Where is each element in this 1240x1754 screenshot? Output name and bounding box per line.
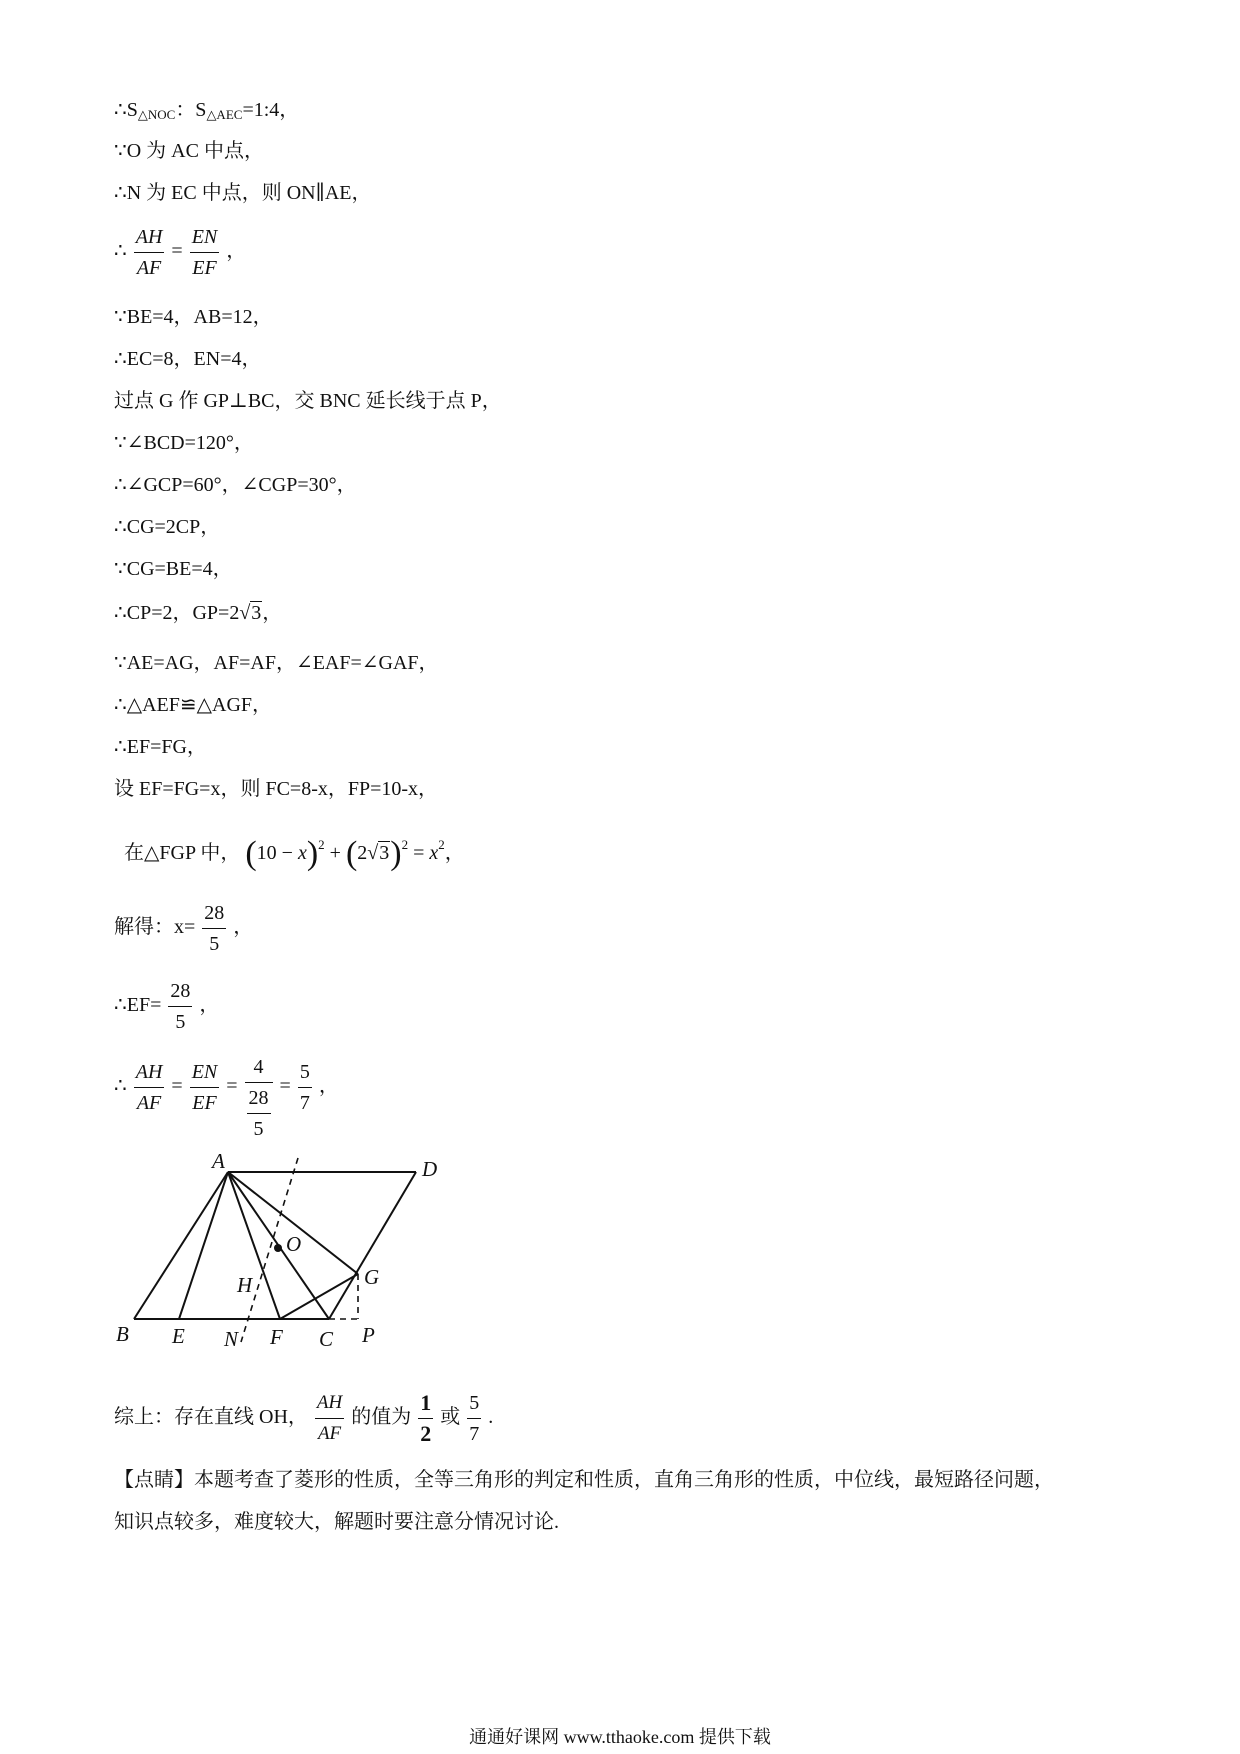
line-angle-bcd: ∵∠BCD=120°， bbox=[114, 432, 254, 454]
segment-ag bbox=[228, 1172, 358, 1274]
line-pythagoras: 在△FGP 中， $(10 - x)^2 + (2√3)^2 = x^2$， bbox=[124, 835, 465, 872]
line-ratio-result: ∴ $\frac{AH}{AF}$ = $\frac{EN}{EF}$ = $\frac{4}{\frac{28}{5}}$ = $\frac{5}{7}$ ， bbox=[114, 1052, 339, 1144]
label-n: N bbox=[224, 1327, 239, 1351]
line-cp-gp: ∴CP=2，GP=2√3， bbox=[114, 602, 283, 624]
segment-cd bbox=[329, 1172, 416, 1319]
line-construct-gp: 过点 G 作 GP⊥BC，交 BNC 延长线于点 P， bbox=[114, 390, 502, 412]
label-g: G bbox=[364, 1265, 380, 1289]
line-set-x: 设 EF=FG=x，则 FC=8-x，FP=10-x， bbox=[114, 778, 439, 800]
point-o bbox=[274, 1244, 282, 1252]
label-h: H bbox=[237, 1273, 253, 1297]
page-footer: 通通好课网 www.tthaoke.com 提供下载 bbox=[469, 1727, 771, 1747]
segment-af bbox=[228, 1172, 280, 1319]
line-ef-fg: ∴EF=FG， bbox=[114, 736, 207, 758]
label-a: A bbox=[212, 1150, 225, 1173]
line-be-ab: ∵BE=4，AB=12， bbox=[114, 306, 273, 328]
segment-ae bbox=[179, 1172, 228, 1319]
line-ae-ag: ∵AE=AG，AF=AF，∠EAF=∠GAF， bbox=[114, 652, 439, 674]
line-ef-value: ∴EF= $\frac{28}{5}$ ， bbox=[114, 976, 219, 1037]
line-n-midpoint: ∴N 为 EC 中点，则 ON∥AE， bbox=[114, 182, 372, 204]
geometry-figure bbox=[100, 1150, 460, 1370]
line-o-midpoint: ∵O 为 AC 中点， bbox=[114, 140, 264, 162]
label-f: F bbox=[270, 1325, 283, 1349]
line-ec-en: ∴EC=8，EN=4， bbox=[114, 348, 262, 370]
label-b: B bbox=[116, 1322, 129, 1346]
line-congruent: ∴△AEF≌△AGF， bbox=[114, 694, 273, 716]
label-d: D bbox=[422, 1157, 438, 1181]
label-c: C bbox=[319, 1327, 334, 1351]
line-cg-2cp: ∴CG=2CP， bbox=[114, 516, 221, 538]
segment-ab bbox=[134, 1172, 228, 1319]
segment-fg bbox=[280, 1274, 358, 1319]
line-solve-x: 解得：x= $\frac{28}{5}$ ， bbox=[114, 898, 253, 959]
line-area-ratio: $\therefore S_{\triangle NOC}$：$S_{\triangle AEC}=1:4$， bbox=[114, 99, 300, 122]
line-angles-gcp: ∴∠GCP=60°，∠CGP=30°， bbox=[114, 474, 357, 496]
label-p: P bbox=[362, 1323, 375, 1347]
line-comment-1: 【点睛】本题考查了菱形的性质，全等三角形的判定和性质，直角三角形的性质，中位线，最短路径问题， bbox=[114, 1469, 1054, 1491]
line-comment-2: 知识点较多，难度较大，解题时要注意分情况讨论. bbox=[114, 1511, 559, 1533]
line-ratio-equation: ∴ $\frac{AH}{AF}$ = $\frac{EN}{EF}$ ， bbox=[114, 222, 246, 283]
label-e: E bbox=[172, 1324, 185, 1348]
line-conclusion: 综上：存在直线 OH， $\frac{AH}{AF}$ 的值为 $\frac{1}{2}$ 或 $\frac{5}{7}$ . bbox=[114, 1390, 494, 1446]
label-o: O bbox=[286, 1232, 302, 1256]
line-cg-be: ∵CG=BE=4， bbox=[114, 558, 233, 580]
